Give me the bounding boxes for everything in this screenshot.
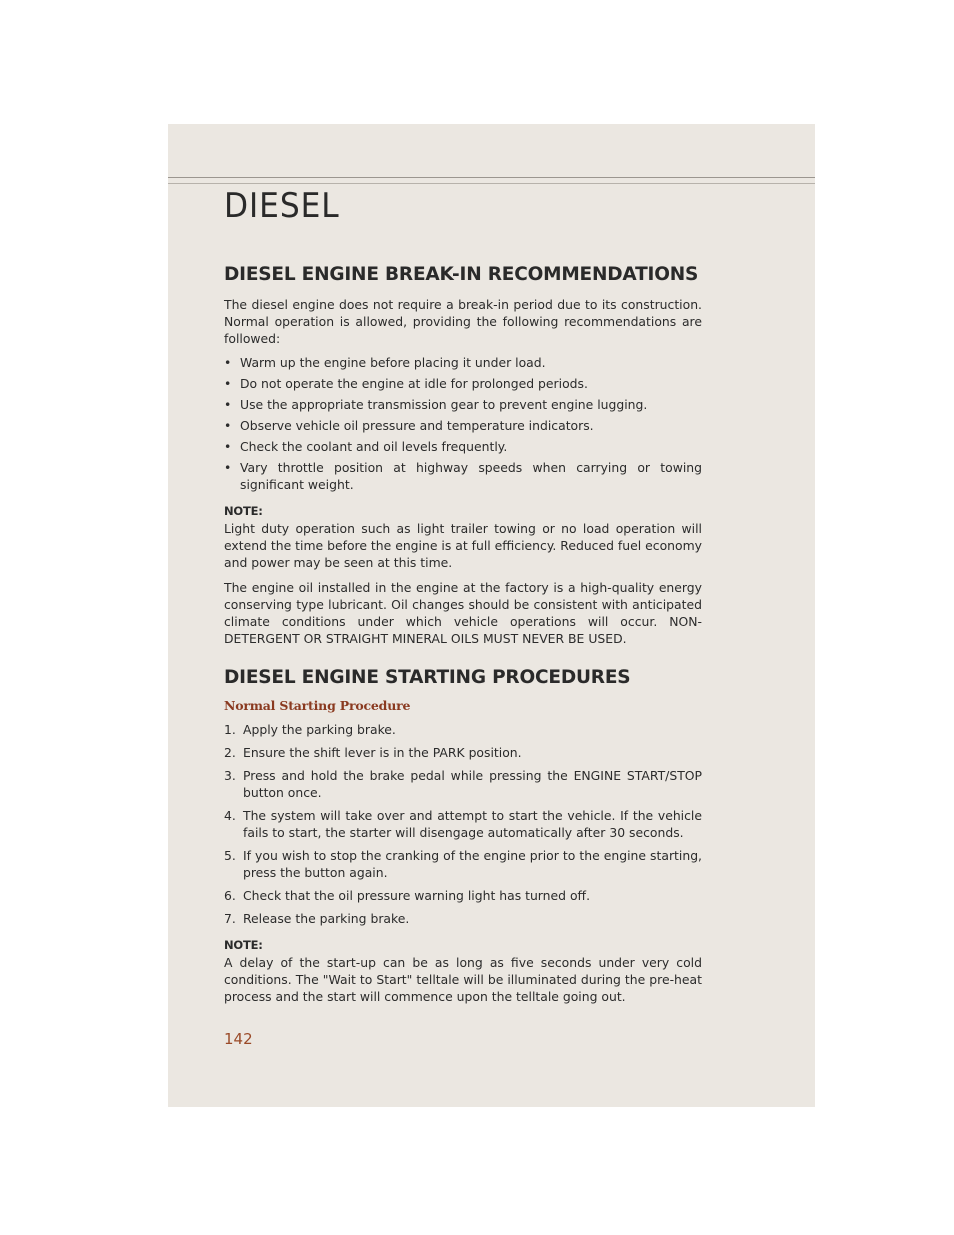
note-label: NOTE: (224, 938, 263, 952)
list-item: 1. Apply the parking brake. (224, 722, 396, 737)
breakin-bullet-list (224, 354, 702, 493)
breakin-note (224, 503, 702, 571)
list-item: 5. If you wish to stop the cranking of the engine prior to the engine starting, press the button again. (224, 848, 702, 880)
list-item: • Warm up the engine before placing it under load. (224, 355, 546, 370)
starting-step-list (224, 721, 702, 927)
page-number: 142 (224, 1030, 253, 1048)
list-item: • Observe vehicle oil pressure and temperature indicators. (224, 418, 594, 433)
breakin-heading: DIESEL ENGINE BREAK-IN RECOMMENDATIONS (224, 264, 699, 285)
header-rule-bottom (168, 183, 815, 184)
oil-paragraph: The engine oil installed in the engine at the factory is a high-quality energy conserving type lubricant. Oil changes should be consistent with anticipated climate conditions under which vehicle operations will occur. NON-DETERGENT OR STRAIGHT MINERAL OILS MUST NEVER BE USED. (224, 580, 702, 646)
list-item: 7. Release the parking brake. (224, 911, 410, 926)
chapter-title: DIESEL (224, 186, 340, 226)
note-label: NOTE: (224, 504, 263, 518)
list-item: 4. The system will take over and attempt to start the vehicle. If the vehicle fails to start, the starter will disengage automatically after 30 seconds. (224, 808, 702, 840)
bullet-icon: • (224, 460, 232, 475)
breakin-intro: The diesel engine does not require a break-in period due to its construction. Normal operation is allowed, providing the following recommendations are followed: (224, 297, 702, 346)
list-item: • Check the coolant and oil levels frequently. (224, 439, 508, 454)
list-item: 2. Ensure the shift lever is in the PARK position. (224, 745, 522, 760)
bullet-icon: • (224, 418, 232, 433)
note-text: Light duty operation such as light trailer towing or no load operation will extend the time before the engine is at full efficiency. Reduced fuel economy and power may be seen at this time. (224, 521, 702, 570)
starting-heading: DIESEL ENGINE STARTING PROCEDURES (224, 667, 631, 688)
bullet-icon: • (224, 355, 232, 370)
starting-note (224, 937, 702, 1005)
bullet-icon: • (224, 397, 232, 412)
list-item: 3. Press and hold the brake pedal while pressing the ENGINE START/STOP button once. (224, 768, 702, 800)
list-item: • Do not operate the engine at idle for prolonged periods. (224, 376, 588, 391)
note-text: A delay of the start-up can be as long as five seconds under very cold conditions. The "Wait to Start" telltale will be illuminated during the pre-heat process and the start will commence upon the telltale going out. (224, 955, 702, 1004)
starting-subheading: Normal Starting Procedure (224, 698, 411, 713)
list-item: 6. Check that the oil pressure warning light has turned off. (224, 888, 591, 903)
list-item: • Use the appropriate transmission gear to prevent engine lugging. (224, 397, 648, 412)
header-rule-top (168, 177, 815, 178)
bullet-icon: • (224, 376, 232, 391)
list-item: • Vary throttle position at highway speeds when carrying or towing significant weight. (224, 460, 702, 492)
bullet-icon: • (224, 439, 232, 454)
page-content (224, 262, 702, 1005)
